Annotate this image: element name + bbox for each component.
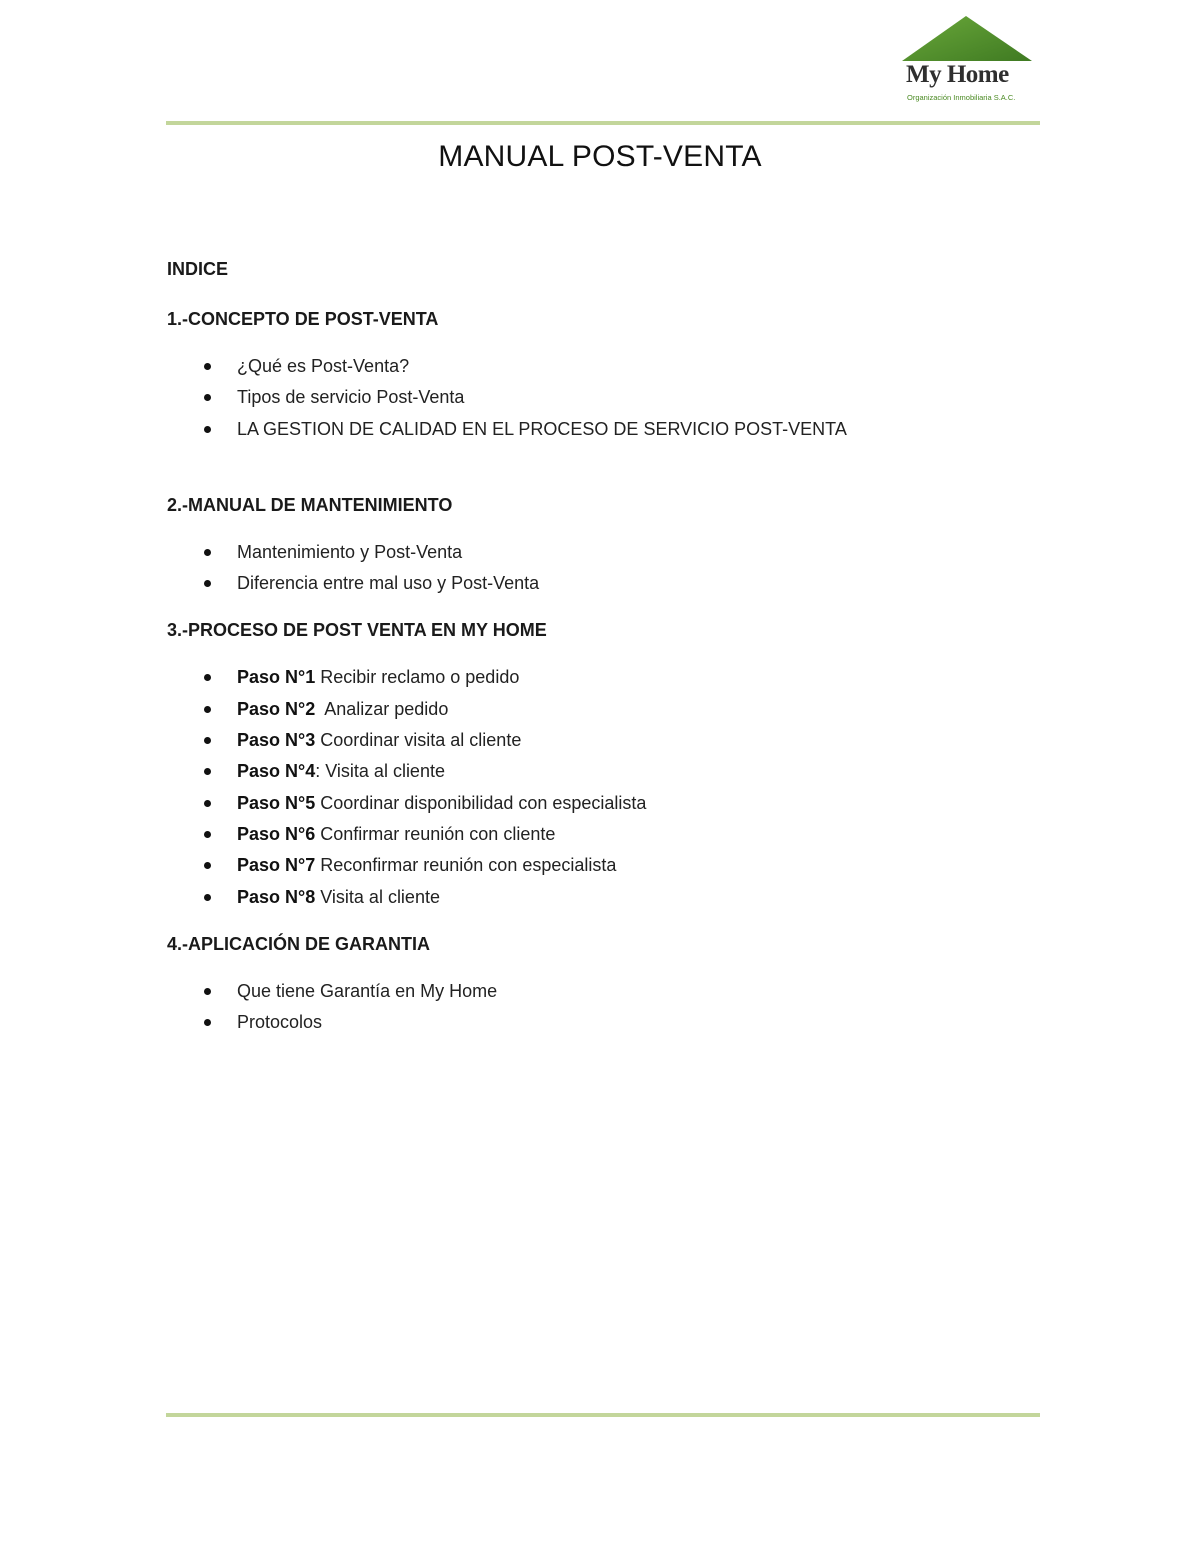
index-label: INDICE: [167, 259, 229, 279]
list-item: Que tiene Garantía en My Home: [167, 976, 1027, 1007]
bullet-icon: [204, 737, 211, 744]
bullet-icon: [204, 1019, 211, 1026]
list-item: Paso N°6 Confirmar reunión con cliente: [167, 819, 1027, 850]
bullet-icon: [204, 549, 211, 556]
list-item: Paso N°1 Recibir reclamo o pedido: [167, 662, 1027, 693]
list-item: Paso N°4: Visita al cliente: [167, 756, 1027, 787]
document-title: MANUAL POST-VENTA: [438, 140, 762, 173]
table-of-contents: [167, 257, 1027, 1038]
section-heading: 3.-PROCESO DE POST VENTA EN MY HOME: [167, 620, 547, 641]
section-list: [167, 537, 1027, 600]
section-heading: 1.-CONCEPTO DE POST-VENTA: [167, 309, 439, 329]
bullet-icon: [204, 426, 211, 433]
logo-subtitle: Organización Inmobiliaria S.A.C.: [907, 93, 1016, 102]
list-item: LA GESTION DE CALIDAD EN EL PROCESO DE SERVICIO POST-VENTA: [167, 414, 1027, 445]
house-roof-icon: [900, 14, 1034, 64]
bullet-icon: [204, 394, 211, 401]
section-heading: 2.-MANUAL DE MANTENIMIENTO: [167, 494, 453, 515]
section-list: [167, 351, 1027, 445]
bullet-icon: [204, 363, 211, 370]
list-item: ¿Qué es Post-Venta?: [167, 351, 1027, 382]
list-item: Paso N°8 Visita al cliente: [167, 882, 1027, 913]
logo-title: My Home: [906, 61, 1009, 88]
list-item: Paso N°3 Coordinar visita al cliente: [167, 725, 1027, 756]
bullet-icon: [204, 831, 211, 838]
bullet-icon: [204, 862, 211, 869]
list-item: Paso N°5 Coordinar disponibilidad con especialista: [167, 788, 1027, 819]
bullet-icon: [204, 706, 211, 713]
footer-rule: [166, 1413, 1040, 1417]
list-item: Mantenimiento y Post-Venta: [167, 537, 1027, 568]
company-logo: [900, 14, 1034, 106]
list-item: Tipos de servicio Post-Venta: [167, 382, 1027, 413]
bullet-icon: [204, 768, 211, 775]
bullet-icon: [204, 674, 211, 681]
bullet-icon: [204, 988, 211, 995]
section-list: [167, 662, 1027, 912]
section-heading: 4.-APLICACIÓN DE GARANTIA: [167, 933, 431, 954]
section-list: [167, 976, 1027, 1039]
bullet-icon: [204, 800, 211, 807]
list-item: Paso N°2 Analizar pedido: [167, 694, 1027, 725]
bullet-icon: [204, 580, 211, 587]
header-rule: [166, 121, 1040, 125]
bullet-icon: [204, 894, 211, 901]
list-item: Diferencia entre mal uso y Post-Venta: [167, 568, 1027, 599]
list-item: Paso N°7 Reconfirmar reunión con especialista: [167, 850, 1027, 881]
list-item: Protocolos: [167, 1007, 1027, 1038]
